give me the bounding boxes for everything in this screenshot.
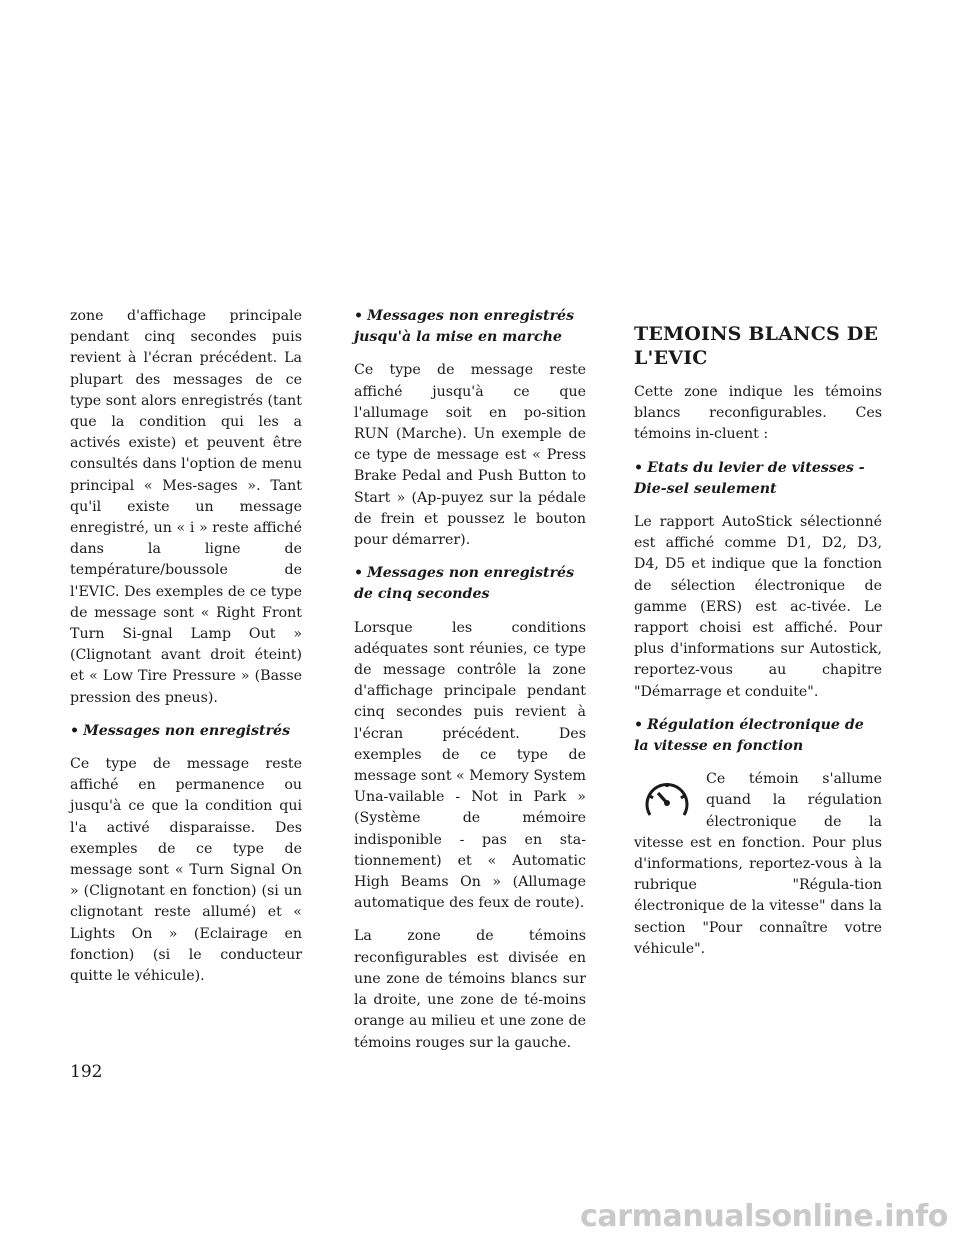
paragraph: Ce type de message reste affiché en permanence ou jusqu'à ce que la condition qui l'a activé disparaisse. Des exemples de ce type de message sont « Turn Signal On » (Clignotant en fonction) (si un clignotant reste allumé) et « Lights On » (Eclairage en fonction) (si le conducteur quitte le véhicule). [70,756,302,985]
bullet-heading [354,306,586,348]
bullet-text: Messages non enregistrés jusqu'à la mise en marche [354,308,575,346]
bullet-dot: • [70,722,80,739]
paragraph: Le rapport AutoStick sélectionné est affiché comme D1, D2, D3, D4, D5 et indique que la fonction de sélection électronique de gamme (ERS) est ac-tivée. Le rapport choisi est affiché. Pour plus d'informations sur Autostick, reportez-vous au chapitre "Démarrage et conduite". [634,514,882,700]
bullet-heading [634,458,882,500]
footer-watermark: carmanualsonline.info [580,1199,948,1234]
column-left [70,306,302,999]
bullet-text: Messages non enregistrés [83,722,291,739]
paragraph: Lorsque les conditions adéquates sont réunies, ce type de message contrôle la zone d'affichage principale pendant cinq secondes puis revient à l'écran précédent. Des exemples de ce type de message sont « Memory System Una-vailable - Not in Park » (Système de mémoire indisponible - pas en sta-tionnement) et « Automatic High Beams On » (Allumage automatique des feux de route). [354,619,587,912]
column-right [634,306,882,972]
bullet-heading [354,563,586,605]
column-middle [354,306,586,1066]
bullet-dot: • [354,565,364,582]
cruise-indicator-block [634,769,882,972]
page-number: 192 [70,1062,103,1082]
paragraph: Ce témoin s'allume quand la régulation électronique de la vitesse est en fonction. Pour plus d'informations, reportez-vous à la rubrique "Régula-tion électronique de la vitesse" dans la section "Pour connaître votre véhicule". [634,771,882,957]
bullet-text: Etats du levier de vitesses - Die-sel seulement [634,459,865,497]
bullet-dot: • [354,308,364,324]
bullet-heading [70,721,302,742]
paragraph: La zone de témoins reconfigurables est divisée en une zone de témoins blancs sur la droite, une zone de té-moins orange au milieu et une zone de témoins rouges sur la gauche. [354,928,586,1051]
paragraph: zone d'affichage principale pendant cinq secondes puis revient à l'écran précédent. La plupart des messages de ce type sont alors enregistrés (tant que la condition qui les a activés existe) et peuvent être consultés dans l'option de menu principal « Mes-sages ». Tant qu'il existe un message enregistré, un « i » reste affiché dans la ligne de température/boussole de l'EVIC. Des exemples de ce type de message sont « Right Front Turn Si-gnal Lamp Out » (Clignotant avant droit éteint) et « Low Tire Pressure » (Basse pression des pneus). [70,308,302,706]
bullet-text: Régulation électronique de la vitesse en fonction [634,716,864,755]
paragraph: Ce type de message reste affiché jusqu'à ce que l'allumage soit en po-sition RUN (Marche). Un exemple de ce type de message est « Press Brake Pedal and Push Button to Start » (Ap-puyez sur la pédale de frein et poussez le bouton pour démarrer). [354,362,586,549]
bullet-heading [634,715,882,757]
bullet-text: Messages non enregistrés de cinq secondes [354,565,575,603]
section-heading: TEMOINS BLANCS DE L'EVIC [634,323,879,369]
bullet-dot: • [634,459,644,476]
speedometer-icon [642,777,692,823]
paragraph: Cette zone indique les témoins blancs reconfigurables. Ces témoins in-cluent : [634,384,882,443]
bullet-dot: • [634,716,644,733]
